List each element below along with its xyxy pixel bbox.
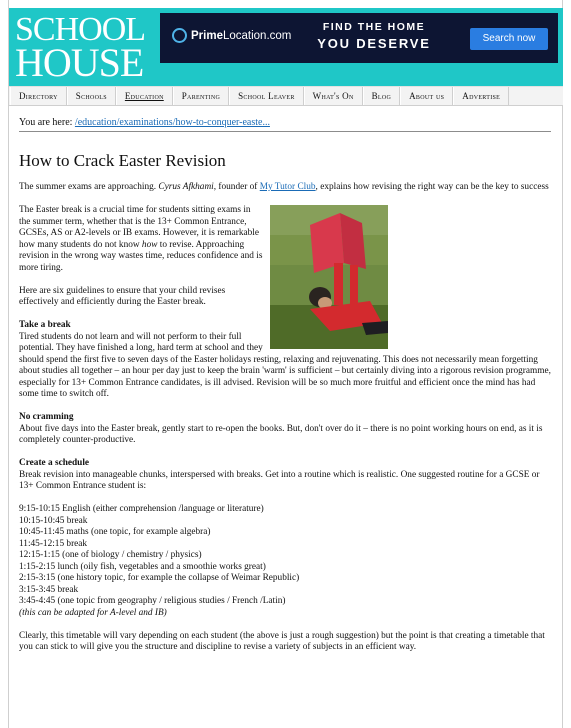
nav-about-us[interactable]: About us: [400, 87, 453, 105]
main-nav: [9, 86, 563, 106]
nav-schools[interactable]: Schools: [67, 87, 116, 105]
p1-emphasis: how: [141, 239, 158, 250]
timetable: [19, 504, 553, 619]
ad-brand-prefix: Prime: [191, 29, 223, 42]
timetable-line: 2:15-3:15 (one history topic, for example the collapse of Weimar Republic): [19, 573, 300, 583]
section-heading: Take a break: [19, 320, 71, 330]
article-photo: [270, 205, 388, 349]
page: [8, 0, 563, 728]
nav-advertise[interactable]: Advertise: [453, 87, 509, 105]
nav-education[interactable]: Education: [116, 87, 173, 105]
site-logo[interactable]: [15, 11, 146, 86]
section-text: Break revision into manageable chunks, interspersed with breaks. Get into a routine which is realistic. One suggested routine for a GCSE or 13+ Common Entrance student is:: [19, 469, 540, 491]
article-title: How to Crack Easter Revision: [19, 151, 226, 170]
p1-end: to revise. Approaching revision in the wrong way wastes time, reduces confidence and is more tiring.: [19, 239, 263, 273]
article-closing: Clearly, this timetable will vary depending on each student (the above is just a rough suggestion) but the point is that creating a timetable that you can stick to will give you the structure and discipline to revise a variety of subjects in an efficient way.: [19, 630, 545, 652]
timetable-line: 3:45-4:45 (one topic from geography / religious studies / French /Latin): [19, 596, 286, 606]
timetable-line: 10:15-10:45 break: [19, 515, 88, 526]
timetable-line: 11:45-12:15 break: [19, 538, 88, 549]
breadcrumb: [19, 117, 270, 128]
breadcrumb-education[interactable]: /education: [74, 117, 117, 128]
lead-mid: , founder of: [213, 182, 260, 192]
breadcrumb-article[interactable]: /how-to-conquer-easte...: [172, 117, 270, 128]
breadcrumb-divider: [19, 131, 551, 132]
timetable-note: (this can be adapted for A-level and IB): [19, 607, 167, 618]
timetable-line: 10:45-11:45 maths (one topic, for example algebra): [19, 527, 211, 537]
breadcrumb-prefix: You are here:: [19, 117, 75, 128]
nav-directory[interactable]: Directory: [10, 87, 67, 105]
timetable-line: 12:15-1:15 (one of biology / chemistry / physics): [19, 550, 202, 560]
site-header: [9, 8, 563, 86]
logo-line2: HOUSE: [15, 40, 144, 86]
timetable-line: 9:15-10:15 English (either comprehension /language or literature): [19, 504, 264, 514]
section-no-cramming: [19, 412, 553, 447]
nav-whats-on[interactable]: What's On: [304, 87, 363, 105]
lead-start: The summer exams are approaching.: [19, 182, 159, 192]
primelocation-logo-icon: [172, 28, 187, 43]
nav-parenting[interactable]: Parenting: [173, 87, 229, 105]
article: [19, 151, 553, 665]
ad-brand-suffix: Location.com: [222, 29, 292, 42]
breadcrumb-examinations[interactable]: /examinations: [116, 117, 173, 128]
article-paragraph-2: Here are six guidelines to ensure that your child revises effectively and efficiently during the Easter break.: [19, 285, 226, 307]
nav-blog[interactable]: Blog: [363, 87, 401, 105]
ad-search-button[interactable]: Search now: [470, 28, 548, 50]
ad-tagline-bottom: YOU DESERVE: [317, 36, 431, 51]
ad-brand: [172, 28, 291, 43]
logo-line1: SCHOOL: [15, 11, 146, 48]
lead-author: Cyrus Afkhami: [158, 182, 214, 192]
nav-school-leaver[interactable]: School Leaver: [229, 87, 304, 105]
section-heading: No cramming: [19, 412, 74, 422]
article-lead: [19, 182, 553, 194]
section-heading: Create a schedule: [19, 458, 90, 468]
ad-banner[interactable]: [160, 13, 558, 63]
timetable-line: 1:15-2:15 lunch (oily fish, vegetables and a smoothie works great): [19, 561, 266, 572]
section-text: Tired students do not learn and will not perform to their full potential. They have finished a long, hard term at school and they should spend the first five to seven days of the Easter holidays resting, relaxing and rejuvenating. This does not necessarily mean forgetting about studies all together – an hour per day just to keep the brain 'warm' is sufficient – but certainly diving into a rigorous revision programme, especially for 13+ Common Entrance candidates, is ill advised. Revision will be so much more fruitful and efficient once the mind has had some time to switch off.: [19, 331, 551, 399]
timetable-line: 3:15-3:45 break: [19, 584, 79, 595]
my-tutor-club-link[interactable]: My Tutor Club: [259, 182, 316, 192]
section-text: About five days into the Easter break, gently start to re-open the books. But, don't over do it – there is no point working hours on end, as it is completely counter-productive.: [19, 423, 543, 445]
ad-tagline: [294, 21, 454, 51]
section-create-schedule: [19, 458, 553, 493]
lead-end: , explains how revising the right way can be the key to success: [315, 182, 549, 192]
ad-tagline-top: FIND THE HOME: [322, 21, 426, 33]
p1-start: The Easter break is a crucial time for students sitting exams in the summer term, whether that is the 13+ Common Entrance, GCSEs, AS or A2-levels or IB exams. However, it is remarkable how many students do not know: [19, 205, 260, 250]
